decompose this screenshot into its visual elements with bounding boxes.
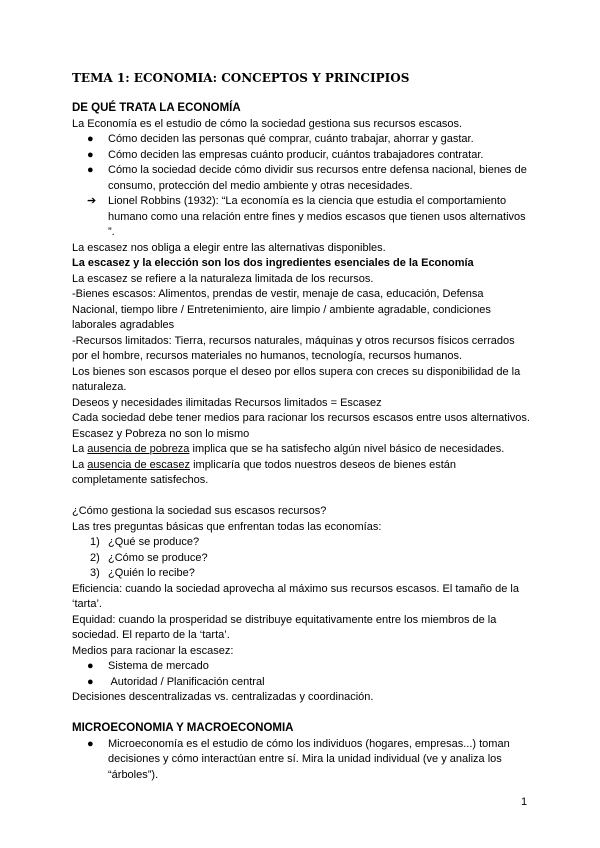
bullet-list: [72, 132, 532, 241]
text: implica que se ha satisfecho algún nivel básico de necesidades.: [189, 443, 505, 455]
bullet-list: [72, 737, 532, 784]
paragraph: Eficiencia: cuando la sociedad aprovecha al máximo sus recursos escasos. El tamaño de la ‘tarta’.: [72, 582, 519, 610]
paragraph: Decisiones descentralizadas vs. centralizadas y coordinación.: [72, 691, 374, 703]
list-number: 3): [90, 567, 100, 579]
bold-paragraph: La escasez y la elección son los dos ingredientes esenciales de la Economía: [72, 257, 474, 269]
list-number: 2): [90, 551, 100, 564]
paragraph: Equidad: cuando la prosperidad se distribuye equitativamente entre los miembros de la sociedad. El reparto de la ‘tarta’.: [72, 613, 497, 641]
list-item: [72, 163, 532, 194]
paragraph: Los bienes son escasos porque el deseo por ellos supera con creces su disponibilidad de la naturaleza.: [72, 365, 521, 393]
text: implicaría que todos nuestros deseos de bienes están completamente satisfechos.: [72, 458, 457, 486]
bullet-list: [72, 659, 532, 690]
list-item: [72, 148, 532, 164]
section-heading: DE QUÉ TRATA LA ECONOMÍA: [72, 102, 241, 114]
list-item-text: Autoridad / Planificación central: [108, 675, 265, 688]
list-item-text: ¿Qué se produce?: [108, 536, 200, 548]
list-item: [72, 132, 532, 148]
document-title: TEMA 1: ECONOMIA: CONCEPTOS Y PRINCIPIOS: [72, 71, 410, 85]
list-item-text: Cómo deciden las empresas cuánto producir, cuántos trabajadores contratar.: [108, 148, 484, 161]
list-item-text: Lionel Robbins (1932): “La economía es la ciencia que estudia el comportamiento humano como una relación entre fines y medios escasos que tienen usos alternativos ”.: [108, 195, 526, 238]
paragraph: La Economía es el estudio de cómo la sociedad gestiona sus recursos escasos.: [72, 117, 463, 130]
paragraph: Medios para racionar la escasez:: [72, 644, 234, 657]
paragraph: Cada sociedad debe tener medios para racionar los recursos escasos entre usos alternativos.: [72, 412, 530, 424]
text: La: [72, 458, 88, 471]
document-page: [72, 70, 532, 783]
list-item-text: Sistema de mercado: [108, 660, 209, 672]
list-item: [72, 737, 532, 784]
paragraph: Deseos y necesidades ilimitadas Recursos limitados = Escasez: [72, 396, 382, 409]
spacer: [72, 706, 532, 722]
list-item-text: Cómo deciden las personas qué comprar, cuánto trabajar, ahorrar y gastar.: [108, 133, 474, 145]
list-number: 1): [90, 536, 100, 548]
list-item: [72, 566, 532, 582]
bullet-icon: ●: [87, 675, 94, 688]
list-item: [72, 551, 532, 567]
numbered-list: [72, 535, 532, 582]
list-item: [72, 535, 532, 551]
paragraph: ¿Cómo gestiona la sociedad sus escasos recursos?: [72, 505, 327, 517]
list-item: [72, 675, 532, 691]
paragraph: [72, 458, 532, 489]
list-item: [72, 659, 532, 675]
bullet-icon: ●: [87, 737, 94, 750]
bullet-icon: ●: [87, 148, 94, 161]
bullet-icon: ●: [87, 164, 94, 176]
list-item-text: Cómo la sociedad decide cómo dividir sus recursos entre defensa nacional, bienes de consumo, protección del medio ambiente y otras necesidades.: [108, 164, 527, 192]
paragraph: La escasez se refiere a la naturaleza limitada de los recursos.: [72, 272, 374, 285]
page-number: 1: [521, 796, 528, 808]
list-item-text: ¿Cómo se produce?: [108, 551, 208, 564]
paragraph: La escasez nos obliga a elegir entre las alternativas disponibles.: [72, 241, 386, 254]
list-item: [72, 194, 532, 241]
arrow-icon: ➔: [87, 195, 97, 207]
paragraph: Escasez y Pobreza no son lo mismo: [72, 427, 250, 440]
text: La: [72, 443, 88, 455]
underlined-text: ausencia de escasez: [87, 458, 191, 471]
paragraph: [72, 442, 532, 458]
bullet-icon: ●: [87, 133, 94, 145]
list-item-text: Microeconomía es el estudio de cómo los individuos (hogares, empresas...) toman decisiones y cómo interactúan entre sí. Mira la unidad individual (ve y analiza los “árboles”).: [108, 737, 510, 781]
paragraph: Las tres preguntas básicas que enfrentan todas las economías:: [72, 520, 382, 533]
bullet-icon: ●: [87, 660, 94, 672]
list-item-text: ¿Quién lo recibe?: [108, 567, 195, 579]
paragraph: -Bienes escasos: Alimentos, prendas de vestir, menaje de casa, educación, Defensa Nacional, tiempo libre / Entretenimiento, aire limpio / ambiente agradable, condiciones laborales agradables: [72, 288, 491, 331]
spacer: [72, 489, 532, 505]
underlined-text: ausencia de pobreza: [87, 443, 190, 455]
section-heading: MICROECONOMIA Y MACROECONOMIA: [72, 722, 294, 734]
paragraph: -Recursos limitados: Tierra, recursos naturales, máquinas y otros recursos físicos cerrados por el hombre, recursos materiales no humanos, tecnología, recursos humanos.: [72, 334, 515, 362]
